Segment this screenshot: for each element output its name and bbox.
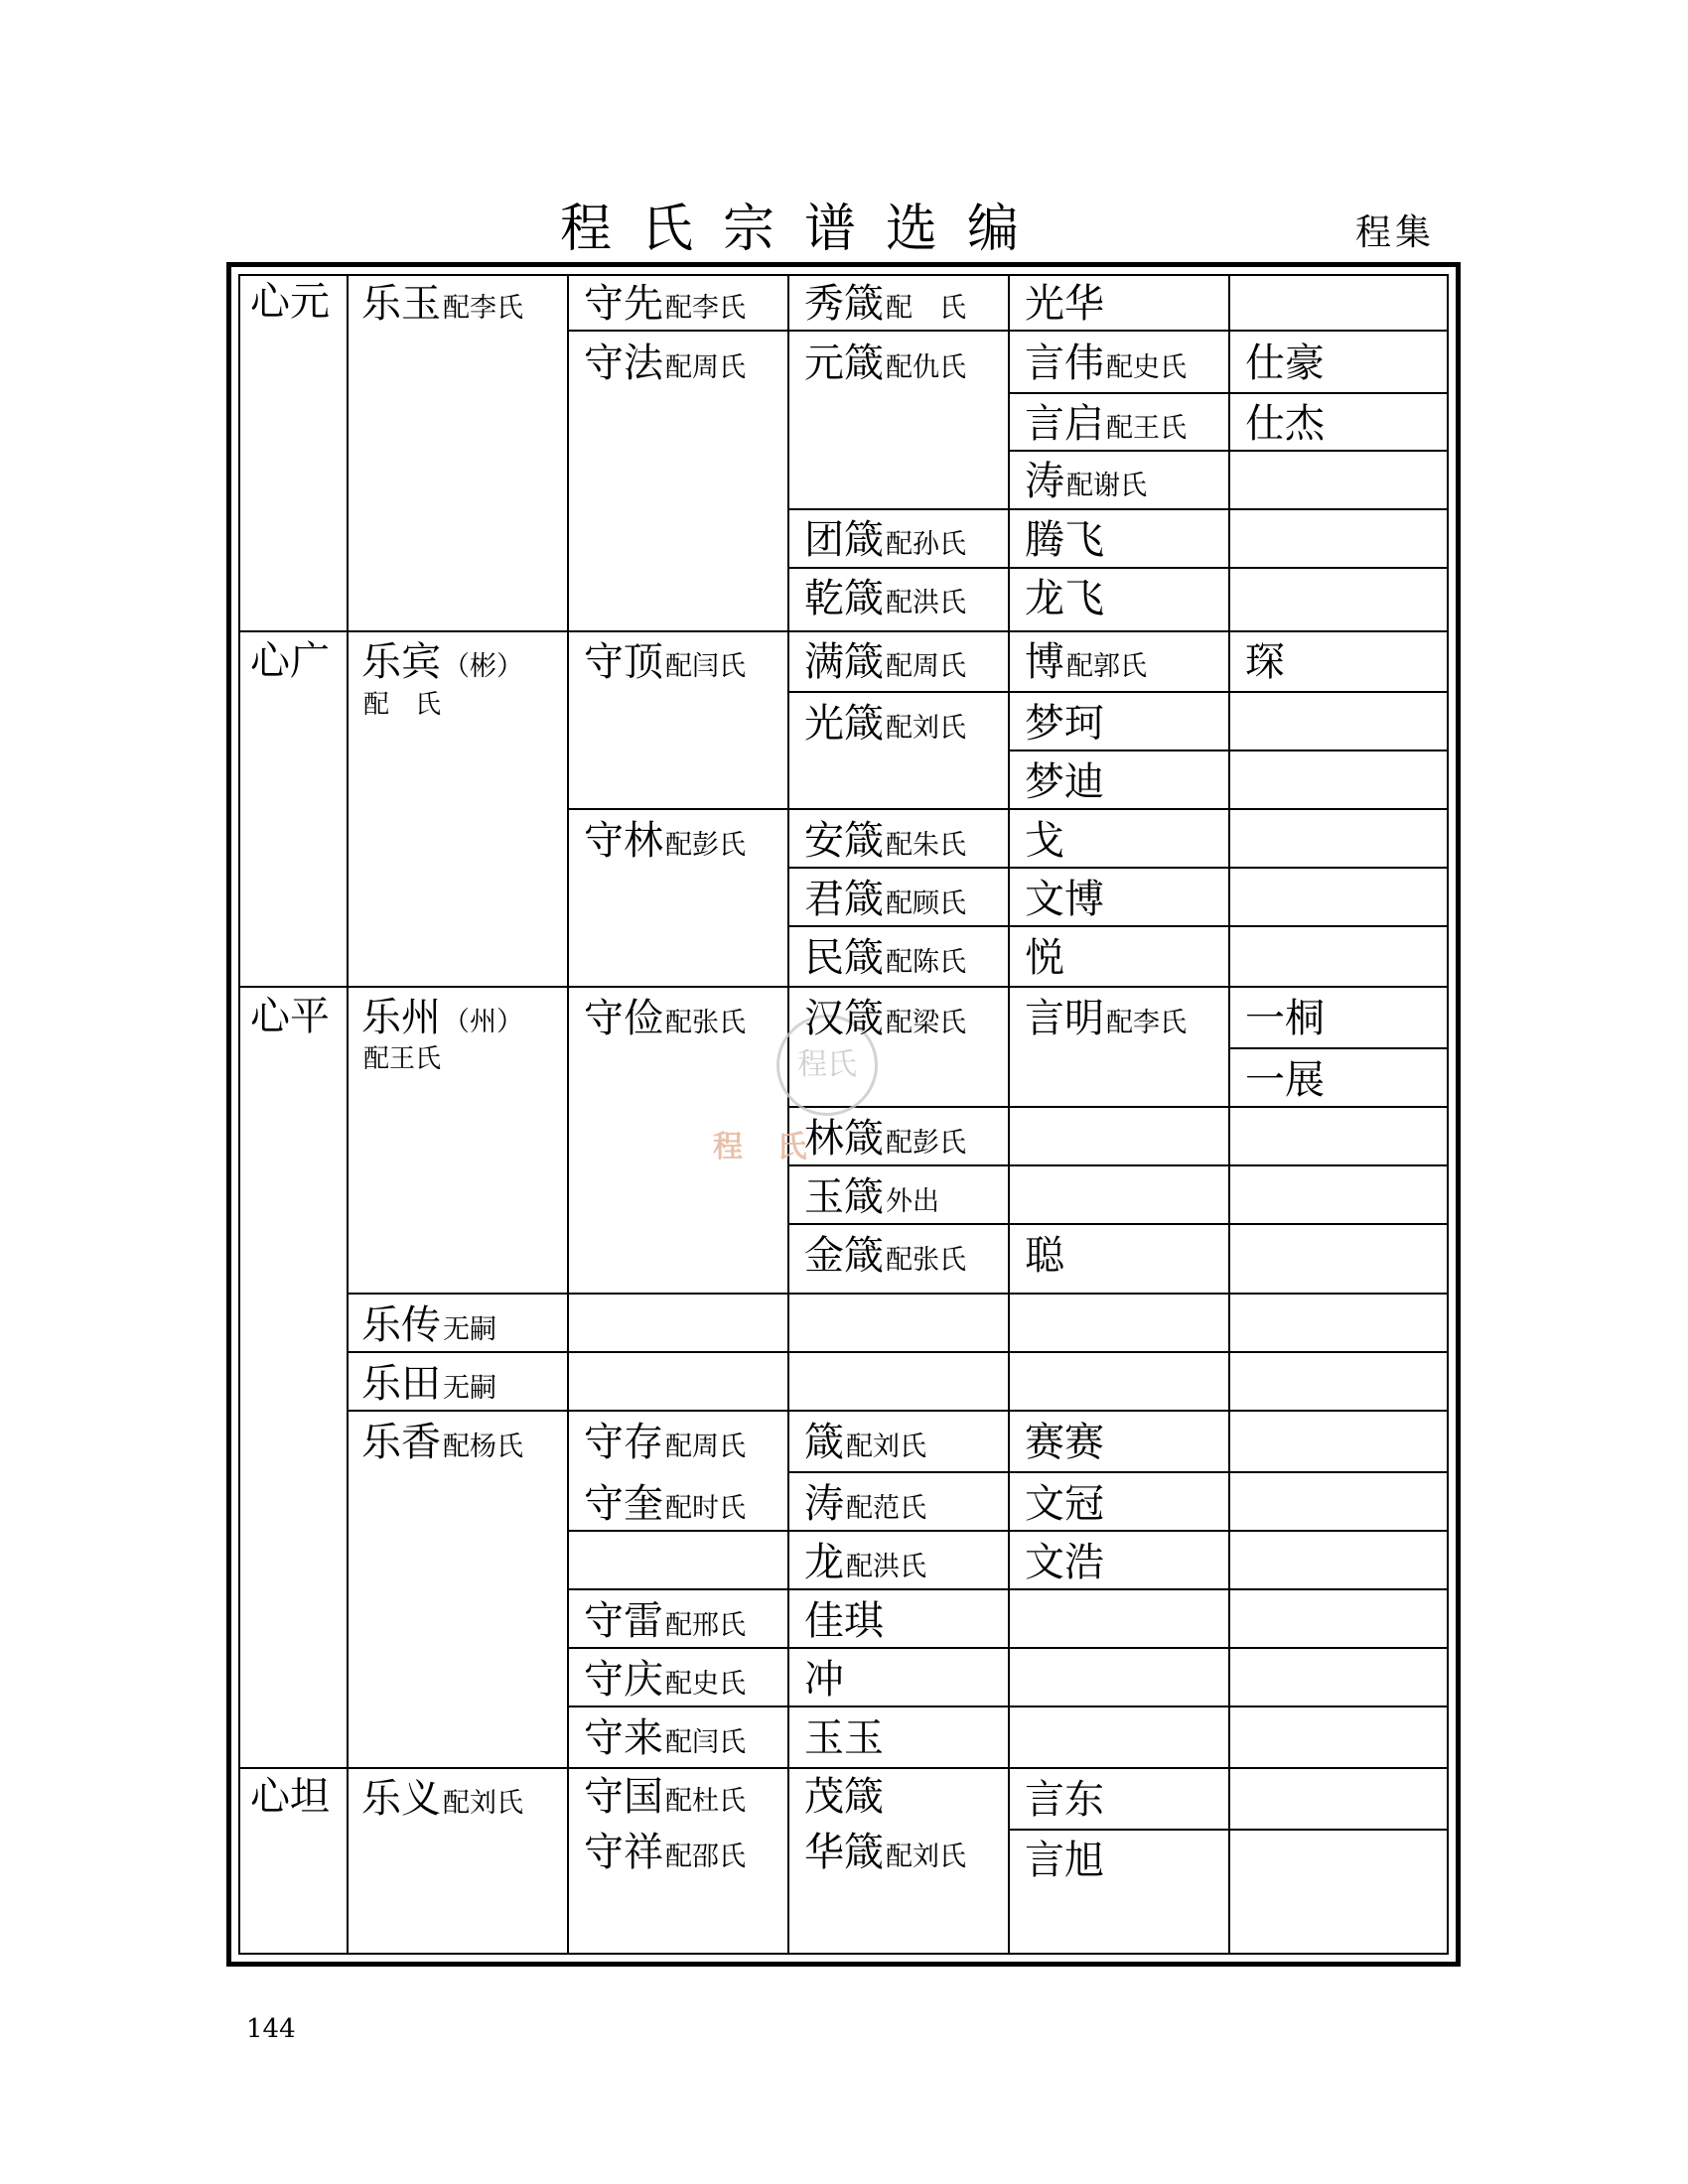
person-name: 满箴 (804, 639, 884, 685)
spouse-note: 配刘氏 (886, 713, 966, 744)
gen4-entry (804, 1827, 966, 1878)
spouse-note: 配梁氏 (886, 1008, 966, 1038)
spouse-note: 配刘氏 (886, 1842, 966, 1872)
person-name: 涛 (804, 1481, 844, 1527)
gen4-entry (804, 1230, 966, 1282)
person-name: 乐州 (361, 995, 441, 1040)
person-name: 光箴 (804, 701, 884, 747)
person-name: 乐传 (361, 1302, 441, 1348)
gen6-entry: 一展 (1245, 1057, 1325, 1103)
gen4-entry (804, 1113, 966, 1164)
gen5-entry: 言旭 (1025, 1838, 1104, 1883)
gen3-entry (584, 993, 746, 1044)
gen4-entry (804, 874, 966, 925)
gen5-entry: 梦珂 (1025, 701, 1104, 747)
row-divider (567, 1647, 1449, 1649)
spouse-note: 配顾氏 (886, 888, 966, 919)
gen4-entry (804, 815, 966, 867)
watermark-text: 程 氏 (713, 1130, 819, 1164)
row-divider (347, 1410, 1449, 1412)
spouse-note: 配谢氏 (1066, 471, 1147, 501)
spouse-note: 配刘氏 (443, 1788, 523, 1819)
person-name: 守法 (584, 341, 663, 386)
spouse-note: 配朱氏 (886, 830, 966, 861)
row-divider (787, 1106, 1449, 1108)
row-divider (787, 691, 1449, 693)
spouse-note: 配杜氏 (665, 1786, 746, 1817)
spouse-note: 配张氏 (665, 1008, 746, 1038)
gen4-entry (804, 278, 966, 330)
person-name: 守祥 (584, 1830, 663, 1875)
gen4-entry (804, 1417, 926, 1468)
row-divider (238, 630, 1449, 632)
row-divider (787, 1471, 1449, 1473)
person-name: 守庆 (584, 1657, 663, 1703)
person-name: 守国 (584, 1774, 663, 1820)
person-name: 华箴 (804, 1830, 884, 1875)
gen3-entry (584, 338, 746, 389)
spouse-note: 配王氏 (363, 1044, 442, 1074)
gen5-entry: 赛赛 (1025, 1420, 1104, 1465)
column-divider (567, 274, 569, 1955)
gen3-entry (584, 1595, 746, 1647)
spouse-note: 配孙氏 (886, 529, 966, 560)
spouse-note: 配李氏 (443, 293, 523, 324)
person-name: 乐玉 (361, 281, 441, 327)
row-divider (1008, 750, 1449, 751)
column-divider (1008, 274, 1010, 1955)
gen3-entry (584, 636, 746, 688)
seal-stamp: 程氏 (776, 1015, 878, 1116)
spouse-note: 配彭氏 (886, 1128, 966, 1159)
row-divider (238, 986, 1449, 988)
person-name: 汉箴 (804, 996, 884, 1041)
gen4-entry: 玉玉 (804, 1715, 884, 1761)
row-divider (1008, 392, 1449, 394)
gen1-name: 心元 (250, 279, 330, 325)
person-name: 乐宾 (361, 639, 441, 685)
spouse-note: 配闫氏 (665, 1727, 746, 1758)
gen4-entry (804, 932, 966, 984)
row-divider (347, 1293, 1449, 1295)
person-name: 言启 (1025, 401, 1104, 447)
spouse-note: 无嗣 (443, 1314, 496, 1345)
gen5-entry: 腾飞 (1025, 517, 1104, 563)
gen4-entry (804, 636, 966, 688)
gen5-entry: 悦 (1025, 935, 1064, 981)
spouse-note: 配洪氏 (846, 1552, 926, 1582)
gen4-entry (804, 573, 966, 624)
spouse-note: 配仇氏 (886, 352, 966, 383)
gen4-entry: 茂箴 (804, 1774, 884, 1820)
person-name: 言明 (1025, 996, 1104, 1041)
gen5-entry (1025, 993, 1187, 1044)
gen6-entry: 仕豪 (1245, 341, 1325, 386)
gen6-entry: 琛 (1245, 639, 1285, 685)
spouse-note: 配闫氏 (665, 651, 746, 682)
person-name: 守存 (584, 1420, 663, 1465)
gen1-name: 心广 (250, 638, 330, 684)
gen2-entry (361, 1299, 496, 1351)
person-name: 安箴 (804, 818, 884, 864)
person-name: 君箴 (804, 877, 884, 922)
gen4-entry (804, 1537, 926, 1588)
corner-label: 程集 (1355, 212, 1436, 253)
gen2-entry (361, 1417, 523, 1468)
gen6-entry: 一桐 (1245, 996, 1325, 1041)
spouse-note: 配刘氏 (846, 1432, 926, 1462)
gen2-entry (361, 278, 523, 330)
spouse-note: 配 氏 (363, 690, 442, 720)
column-divider (347, 274, 349, 1955)
spouse-note: 配李氏 (1106, 1008, 1187, 1038)
gen4-entry (804, 698, 966, 750)
gen5-entry: 文浩 (1025, 1540, 1104, 1585)
gen5-entry: 聪 (1025, 1233, 1064, 1279)
row-divider (347, 1351, 1449, 1353)
person-name: 守雷 (584, 1598, 663, 1644)
person-name: 博 (1025, 639, 1064, 685)
spouse-note: 配范氏 (846, 1493, 926, 1524)
gen5-entry (1025, 456, 1147, 507)
person-name: 秀箴 (804, 281, 884, 327)
person-name: 守奎 (584, 1481, 663, 1527)
person-name: 守先 (584, 281, 663, 327)
gen5-entry: 戈 (1025, 818, 1064, 864)
gen6-entry: 仕杰 (1245, 401, 1325, 447)
gen3-entry (584, 1654, 746, 1706)
person-name: 金箴 (804, 1233, 884, 1279)
gen2-entry (361, 636, 523, 688)
person-name: 言伟 (1025, 341, 1104, 386)
name-variant: （州） (443, 1007, 523, 1037)
row-divider (567, 330, 1449, 332)
gen1-name: 心坦 (250, 1774, 330, 1820)
row-divider (787, 567, 1449, 569)
gen4-entry: 冲 (804, 1657, 844, 1703)
person-name: 乐田 (361, 1361, 441, 1407)
gen5-entry: 梦迪 (1025, 759, 1104, 805)
gen3-entry (584, 1417, 746, 1468)
row-divider (787, 1164, 1449, 1166)
gen5-entry: 龙飞 (1025, 576, 1104, 621)
gen5-entry (1025, 338, 1187, 389)
gen1-name: 心平 (250, 994, 330, 1039)
spouse-note: 配周氏 (665, 352, 746, 383)
spouse-note: 配时氏 (665, 1493, 746, 1524)
person-name: 涛 (1025, 459, 1064, 504)
column-divider (787, 274, 789, 1955)
gen5-entry: 文博 (1025, 877, 1104, 922)
gen3-entry (584, 1827, 746, 1878)
spouse-note: 配周氏 (886, 651, 966, 682)
spouse-note: 配史氏 (1106, 352, 1187, 383)
row-divider (567, 1588, 1449, 1590)
row-divider (238, 1767, 1449, 1769)
person-name: 守林 (584, 818, 663, 864)
spouse-note: 配彭氏 (665, 830, 746, 861)
person-name: 乐义 (361, 1776, 441, 1822)
spouse-note: 配 氏 (886, 293, 966, 324)
person-name: 龙 (804, 1540, 844, 1585)
row-divider (1228, 1047, 1449, 1049)
gen3-entry (584, 1771, 746, 1823)
person-name: 乐香 (361, 1420, 441, 1465)
person-name: 元箴 (804, 341, 884, 386)
person-name: 团箴 (804, 517, 884, 563)
gen4-entry: 佳琪 (804, 1598, 884, 1644)
person-name: 民箴 (804, 935, 884, 981)
row-divider (567, 1706, 1449, 1707)
column-divider (1228, 274, 1230, 1955)
person-name: 乾箴 (804, 576, 884, 621)
gen3-entry (584, 815, 746, 867)
person-name: 守顶 (584, 639, 663, 685)
gen3-entry (584, 1712, 746, 1764)
gen5-entry: 文冠 (1025, 1481, 1104, 1527)
row-divider (787, 925, 1449, 927)
row-divider (1008, 1829, 1449, 1831)
gen2-entry (361, 1773, 523, 1825)
spouse-note: 配张氏 (886, 1245, 966, 1276)
spouse-note: 配李氏 (665, 293, 746, 324)
person-name: 守来 (584, 1715, 663, 1761)
gen2-entry (361, 992, 523, 1043)
spouse-note: 配陈氏 (886, 947, 966, 978)
spouse-note: 配王氏 (1106, 413, 1187, 444)
spouse-note: 配史氏 (665, 1669, 746, 1700)
person-name: 箴 (804, 1420, 844, 1465)
row-divider (1008, 450, 1449, 452)
spouse-note: 配洪氏 (886, 588, 966, 618)
gen4-entry (804, 514, 966, 566)
person-name: 守俭 (584, 996, 663, 1041)
gen4-entry (804, 1171, 939, 1223)
name-variant: （彬） (443, 651, 523, 682)
row-divider (567, 1530, 1449, 1532)
gen5-entry (1025, 636, 1147, 688)
gen2-entry (361, 1358, 496, 1410)
spouse-note: 配邢氏 (665, 1610, 746, 1641)
spouse-note: 配邵氏 (665, 1842, 746, 1872)
row-divider (787, 867, 1449, 869)
row-divider (787, 508, 1449, 510)
page-title: 程氏宗谱选编 (559, 200, 1049, 259)
spouse-note: 配杨氏 (443, 1432, 523, 1462)
row-divider (787, 1223, 1449, 1225)
gen5-entry (1025, 398, 1187, 450)
gen3-entry (584, 1478, 746, 1530)
person-name: 林箴 (804, 1116, 884, 1161)
gen4-entry (804, 338, 966, 389)
spouse-note: 配郭氏 (1066, 651, 1147, 682)
gen5-entry: 光华 (1025, 281, 1104, 327)
page-number: 144 (246, 2014, 296, 2044)
gen4-entry (804, 993, 966, 1044)
gen4-entry (804, 1478, 926, 1530)
spouse-note: 外出 (886, 1186, 939, 1217)
spouse-note: 配周氏 (665, 1432, 746, 1462)
gen5-entry: 言东 (1025, 1777, 1104, 1823)
person-name: 玉箴 (804, 1174, 884, 1220)
spouse-note: 无嗣 (443, 1373, 496, 1404)
gen3-entry (584, 278, 746, 330)
row-divider (567, 808, 1449, 810)
